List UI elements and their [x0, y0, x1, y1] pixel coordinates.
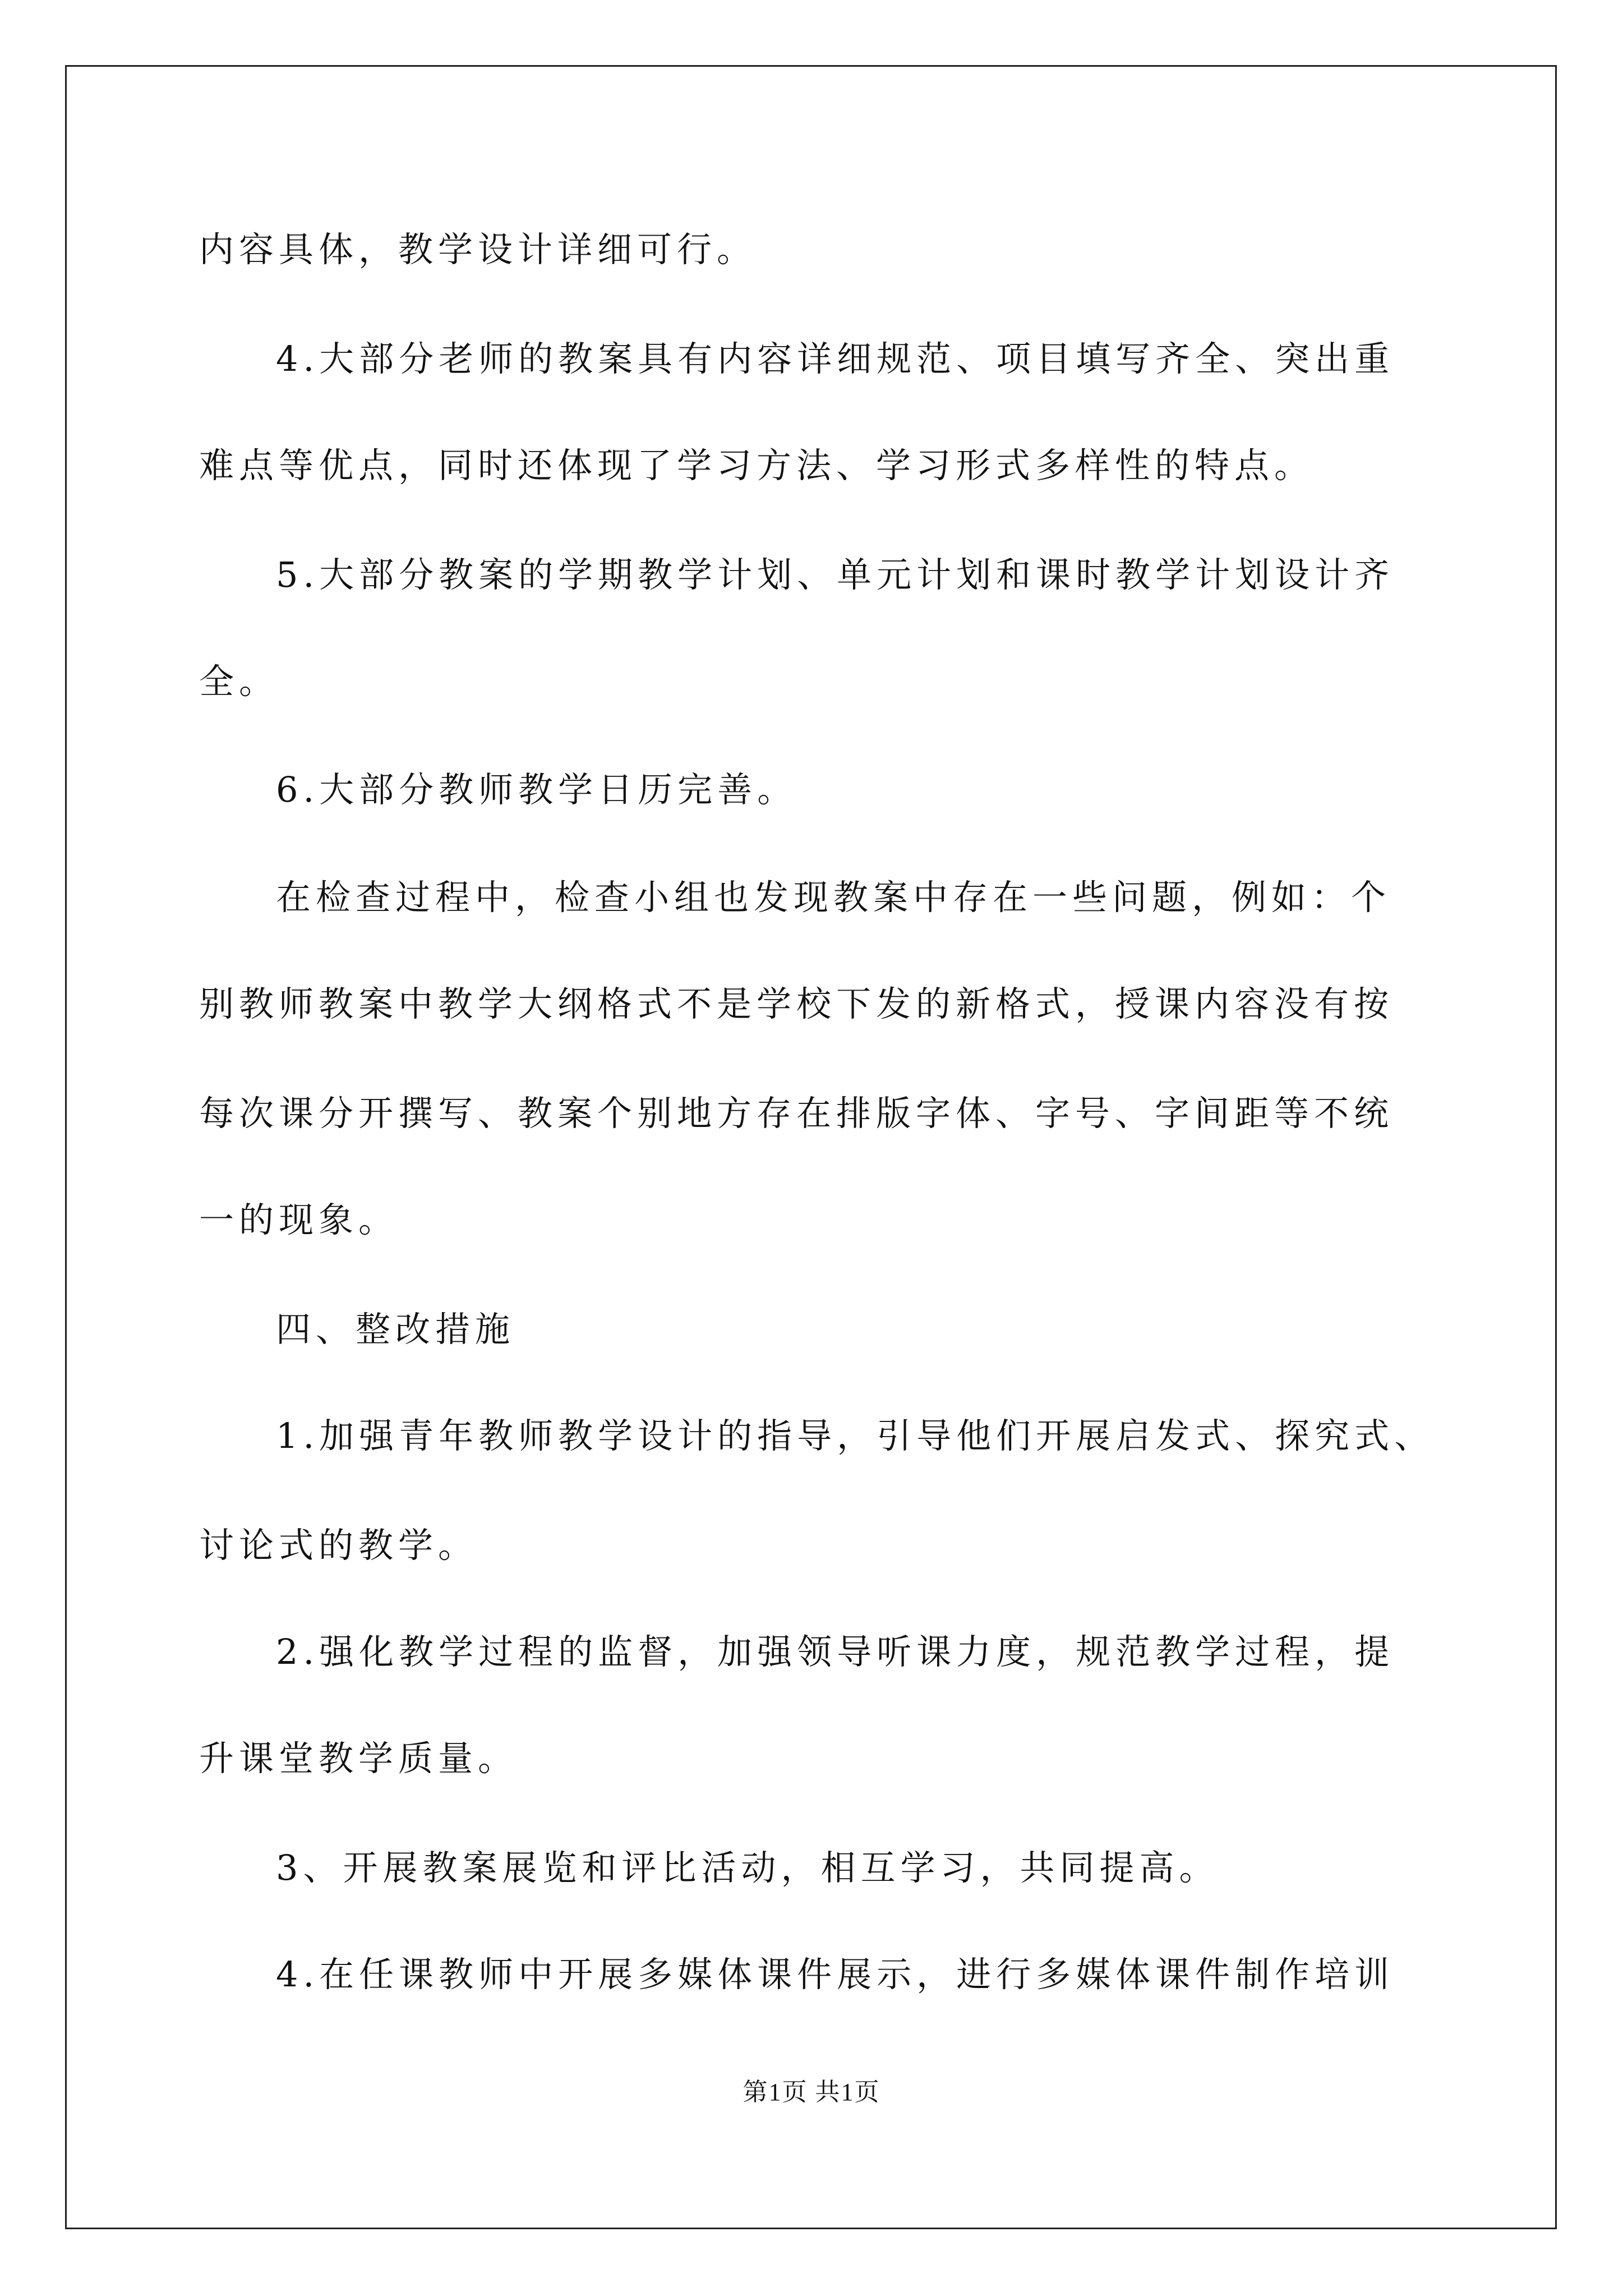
text-line-16: 3、开展教案展览和评比活动，相互学习，共同提高。 [276, 1847, 1219, 1888]
text-line-14: 2.强化教学过程的监督，加强领导听课力度，规范教学过程，提 [276, 1631, 1395, 1672]
text-line-2: 4.大部分老师的教案具有内容详细规范、项目填写齐全、突出重 [276, 338, 1395, 379]
page-footer: 第1页 共1页 [743, 2078, 880, 2106]
text-line-15: 升课堂教学质量。 [199, 1738, 518, 1779]
text-line-12: 1.加强青年教师教学设计的指导，引导他们开展启发式、探究式、 [276, 1415, 1435, 1456]
text-line-13: 讨论式的教学。 [199, 1525, 478, 1566]
text-line-4: 5.大部分教案的学期教学计划、单元计划和课时教学计划设计齐 [276, 554, 1395, 595]
text-line-17: 4.在任课教师中开展多媒体课件展示，进行多媒体课件制作培训 [276, 1954, 1395, 1995]
text-line-8: 别教师教案中教学大纲格式不是学校下发的新格式，授课内容没有按 [199, 983, 1394, 1024]
text-line-9: 每次课分开撰写、教案个别地方存在排版字体、字号、字间距等不统 [199, 1093, 1394, 1134]
text-line-10: 一的现象。 [199, 1199, 399, 1240]
section-heading: 四、整改措施 [276, 1309, 515, 1350]
page-border [65, 65, 1557, 2229]
text-line-7: 在检查过程中，检查小组也发现教案中存在一些问题，例如：个 [276, 877, 1391, 918]
text-line-5: 全。 [199, 661, 279, 702]
text-line-6: 6.大部分教师教学日历完善。 [276, 769, 797, 810]
text-line-3: 难点等优点，同时还体现了学习方法、学习形式多样性的特点。 [199, 445, 1315, 486]
text-line-1: 内容具体，教学设计详细可行。 [199, 229, 757, 270]
